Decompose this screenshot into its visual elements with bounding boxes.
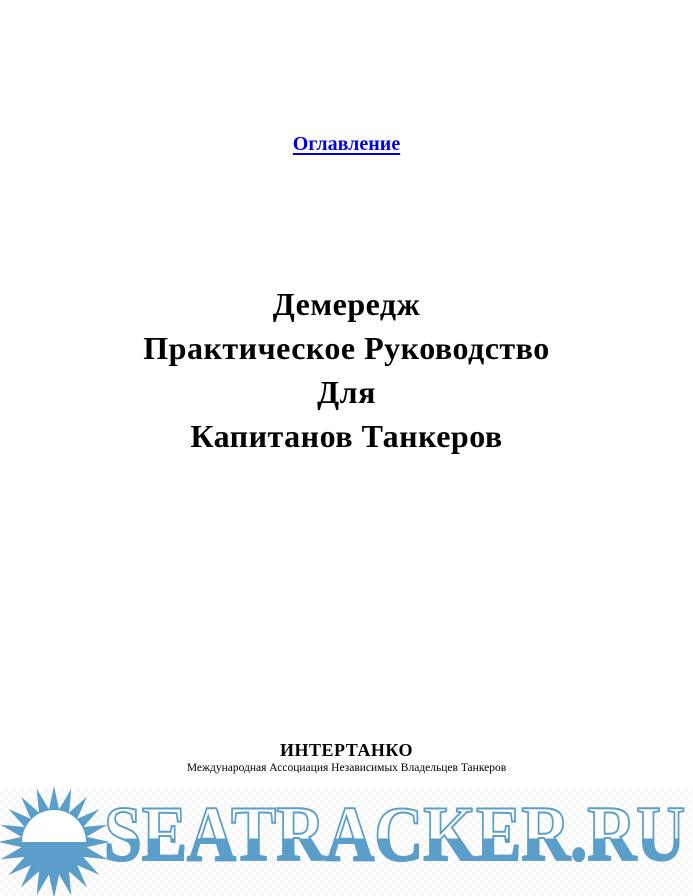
title-line-1: Демередж [272,286,421,322]
org-subtitle: Международная Ассоциация Независимых Владельцев Танкеров [186,762,507,774]
sun-icon [0,784,112,896]
watermark [0,788,693,896]
title-line-4: Капитанов Танкеров [190,418,503,454]
watermark-text: SEATRACKER.RU [104,790,686,877]
toc-link[interactable]: Оглавление [292,133,401,155]
org-name: ИНТЕРТАНКО [280,740,413,760]
title-line-2: Практическое Руководство [143,330,550,366]
title-line-3: Для [317,374,376,410]
document-title [0,282,693,458]
